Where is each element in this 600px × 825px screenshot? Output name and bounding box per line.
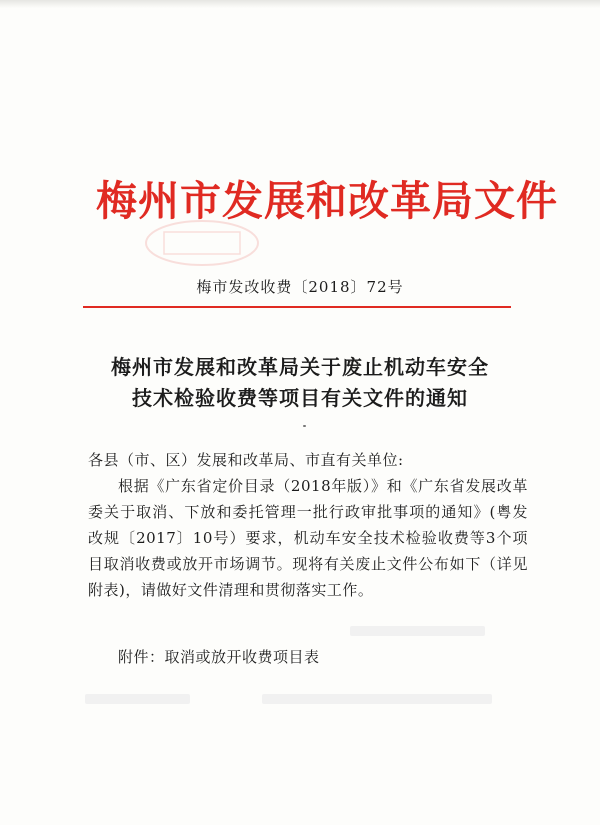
addressee-line: 各县（市、区）发展和改革局、市直有关单位: [88, 451, 404, 469]
notice-title [0, 352, 600, 414]
notice-title-line-2: 技术检验收费等项目有关文件的通知 [132, 386, 468, 410]
faint-seal-mark [142, 218, 262, 268]
document-header-title: 梅州市发展和改革局文件 [96, 177, 558, 225]
scan-speck [303, 425, 306, 427]
reverse-side-bleed [262, 694, 492, 704]
notice-title-line-1: 梅州市发展和改革局关于废止机动车安全 [111, 355, 489, 379]
red-divider-line [83, 306, 511, 308]
document-number: 梅市发改收费〔2018〕72号 [196, 278, 404, 296]
body-paragraph: 根据《广东省定价目录（2018年版）》和《广东省发展改革委关于取消、下放和委托管理一批行政审批事项的通知》(粤发改规〔2017〕10号）要求，机动车安全技术检验收费等3个项目取消收费或放开市场调节。现将有关废止文件公布如下（详见附表)，请做好文件清理和贯彻落实工作。 [88, 477, 528, 599]
reverse-side-bleed [85, 694, 190, 704]
notice-body [88, 447, 528, 603]
reverse-side-bleed [350, 626, 485, 636]
page-edge [0, 0, 600, 8]
attachment-line: 附件：取消或放开收费项目表 [118, 648, 320, 666]
